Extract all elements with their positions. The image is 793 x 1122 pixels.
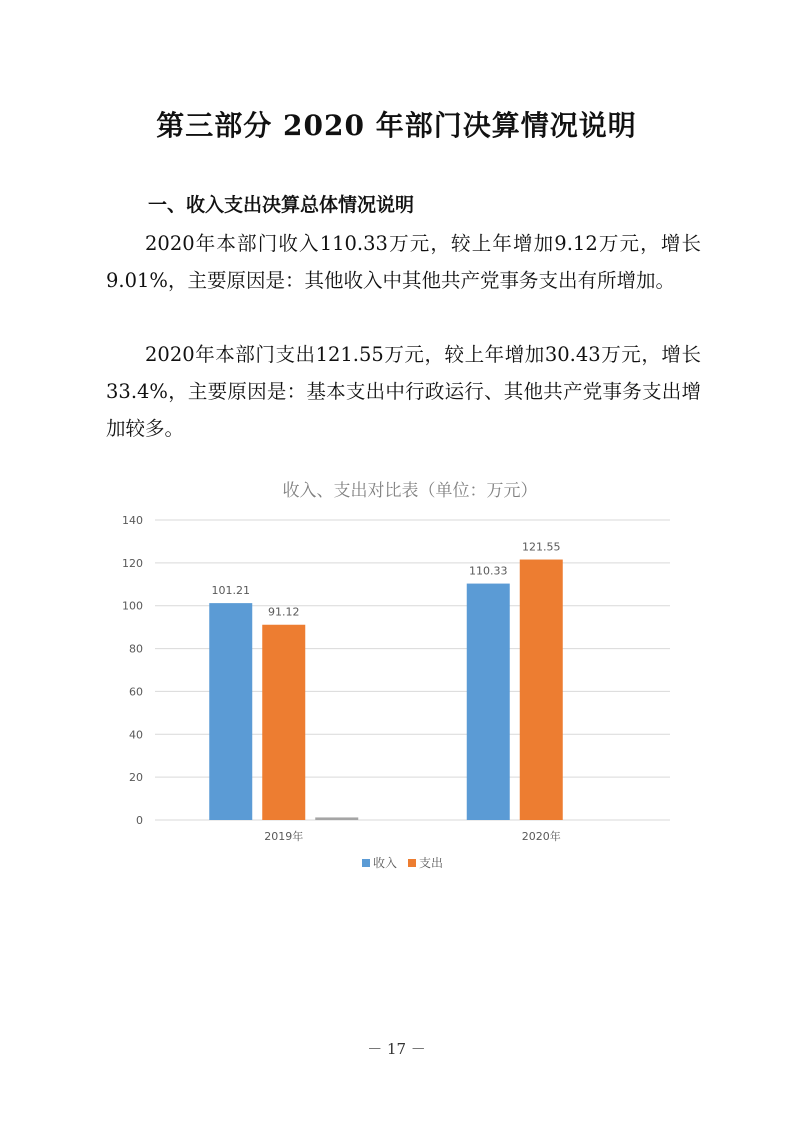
- y-tick-label: 40: [129, 728, 143, 742]
- income-expense-chart: [100, 470, 700, 890]
- y-tick-label: 100: [122, 599, 143, 613]
- y-tick-label: 80: [129, 642, 143, 656]
- section-heading: 一、收入支出决算总体情况说明: [148, 194, 415, 216]
- chart-title: 收入、支出对比表（单位：万元）: [282, 481, 538, 501]
- page-title: 第三部分 2020 年部门决算情况说明: [156, 109, 637, 142]
- y-tick-label: 120: [122, 556, 143, 570]
- legend-label: 收入: [373, 856, 398, 870]
- y-tick-label: 140: [122, 514, 143, 527]
- legend-label: 支出: [419, 856, 444, 870]
- chart-svg: [100, 470, 700, 890]
- legend-swatch-收入: [362, 859, 370, 867]
- page-number: － 17 －: [367, 1040, 426, 1058]
- y-tick-label: 60: [129, 685, 143, 699]
- bar-收入-1: [467, 584, 510, 820]
- data-label: 101.21: [211, 584, 250, 598]
- data-label: 121.55: [522, 540, 561, 554]
- paragraph-expense: 2020年本部门支出121.55万元，较上年增加30.43万元，增长33.4%，主要原因是：基本支出中行政运行、其他共产党事务支出增加较多。: [106, 343, 701, 440]
- legend-swatch-支出: [408, 859, 416, 867]
- paragraph-income: 2020年本部门收入110.33万元，较上年增加9.12万元，增长9.01%，主要原因是：其他收入中其他共产党事务支出有所增加。: [106, 232, 701, 292]
- bar-收入-0: [209, 603, 252, 820]
- bar-支出-0: [262, 625, 305, 820]
- bar-支出-1: [520, 560, 563, 820]
- y-tick-label: 20: [129, 771, 143, 785]
- y-tick-label: 0: [136, 814, 143, 827]
- data-label: 91.12: [268, 605, 300, 619]
- x-tick-label: 2020年: [521, 830, 561, 843]
- bar-series2-0: [315, 817, 358, 820]
- x-tick-label: 2019年: [264, 830, 304, 843]
- data-label: 110.33: [469, 564, 508, 578]
